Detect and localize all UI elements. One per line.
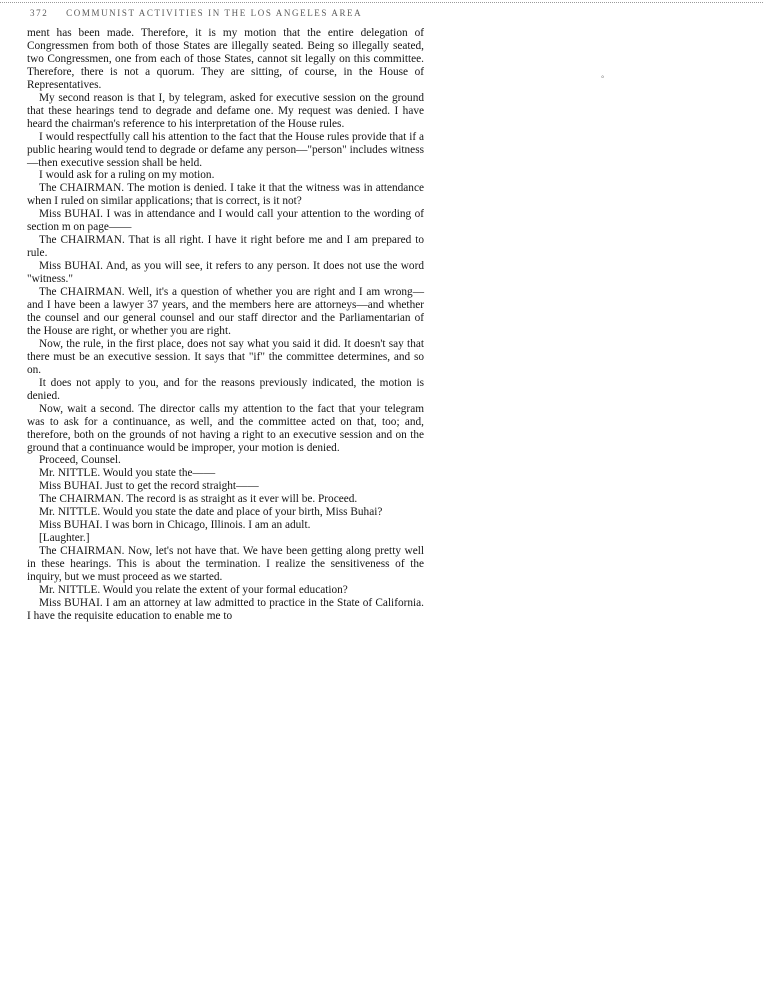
paragraph: The CHAIRMAN. Now, let's not have that. We have been getting along pretty well in these hearings. This is about the termination. I realize the sensitiveness of the inquiry, but we must proceed as we started.: [27, 545, 424, 584]
paragraph: I would respectfully call his attention to the fact that the House rules provide that if a public hearing would tend to degrade or defame any person—"person" includes witness—then executive session shall be held.: [27, 130, 424, 169]
paragraph: Mr. NITTLE. Would you state the date and place of your birth, Miss Buhai?: [39, 506, 383, 519]
paragraph: Proceed, Counsel.: [39, 454, 121, 467]
paragraph: I would ask for a ruling on my motion.: [39, 169, 215, 182]
paragraph: [Laughter.]: [39, 532, 90, 545]
paragraph: Miss BUHAI. I was born in Chicago, Illinois. I am an adult.: [39, 519, 311, 532]
transcript-body: [27, 27, 424, 623]
paragraph: Miss BUHAI. And, as you will see, it refers to any person. It does not use the word "witness.": [27, 260, 424, 286]
paragraph: It does not apply to you, and for the reasons previously indicated, the motion is denied.: [27, 376, 424, 402]
paragraph: The CHAIRMAN. Well, it's a question of whether you are right and I am wrong—and I have been a lawyer 37 years, and the members here are attorneys—and whether the counsel and our general counsel and our staff director and the Parliamentarian of the House are right, or whether you are right.: [27, 286, 424, 337]
paragraph: Miss BUHAI. I was in attendance and I would call your attention to the wording of section m on page——: [27, 208, 424, 234]
running-title: COMMUNIST ACTIVITIES IN THE LOS ANGELES AREA: [66, 8, 363, 18]
paragraph: Miss BUHAI. I am an attorney at law admitted to practice in the State of California. I have the requisite education to enable me to: [27, 596, 424, 622]
paragraph: The CHAIRMAN. The motion is denied. I take it that the witness was in attendance when I ruled on similar applications; that is correct, is it not?: [27, 182, 424, 208]
paragraph: Now, the rule, in the first place, does not say what you said it did. It doesn't say that there must be an executive session. It says that "if" the committee determines, and so on.: [27, 337, 424, 376]
paragraph: The CHAIRMAN. The record is as straight as it ever will be. Proceed.: [39, 493, 358, 506]
paragraph: Now, wait a second. The director calls my attention to the fact that your telegram was to ask for a continuance, as well, and the committee acted on that, too; and, therefore, both on the grounds of not having a right to an executive session and on the ground that a continuance would be improper, your motion is denied.: [27, 402, 424, 454]
running-header: [30, 8, 450, 18]
paragraph: My second reason is that I, by telegram, asked for executive session on the ground that these hearings tend to degrade and defame one. My request was denied. I have heard the chairman's reference to his interpretation of the House rules.: [27, 91, 424, 130]
paragraph: ment has been made. Therefore, it is my motion that the entire delegation of Congressmen from both of those States are illegally seated. Being so illegally seated, two Congressmen, one from each of those States, cannot sit legally on this committee. Therefore, there is not a quorum. They are sitting, of course, in the House of Representatives.: [27, 27, 424, 91]
scan-speck: °: [601, 74, 605, 83]
page-number: 372: [30, 8, 49, 18]
scan-edge-dots: [0, 2, 763, 3]
paragraph: The CHAIRMAN. That is all right. I have it right before me and I am prepared to rule.: [27, 234, 424, 260]
paragraph: Miss BUHAI. Just to get the record straight——: [39, 480, 259, 493]
paragraph: Mr. NITTLE. Would you state the——: [39, 467, 216, 480]
paragraph: Mr. NITTLE. Would you relate the extent of your formal education?: [39, 583, 348, 596]
